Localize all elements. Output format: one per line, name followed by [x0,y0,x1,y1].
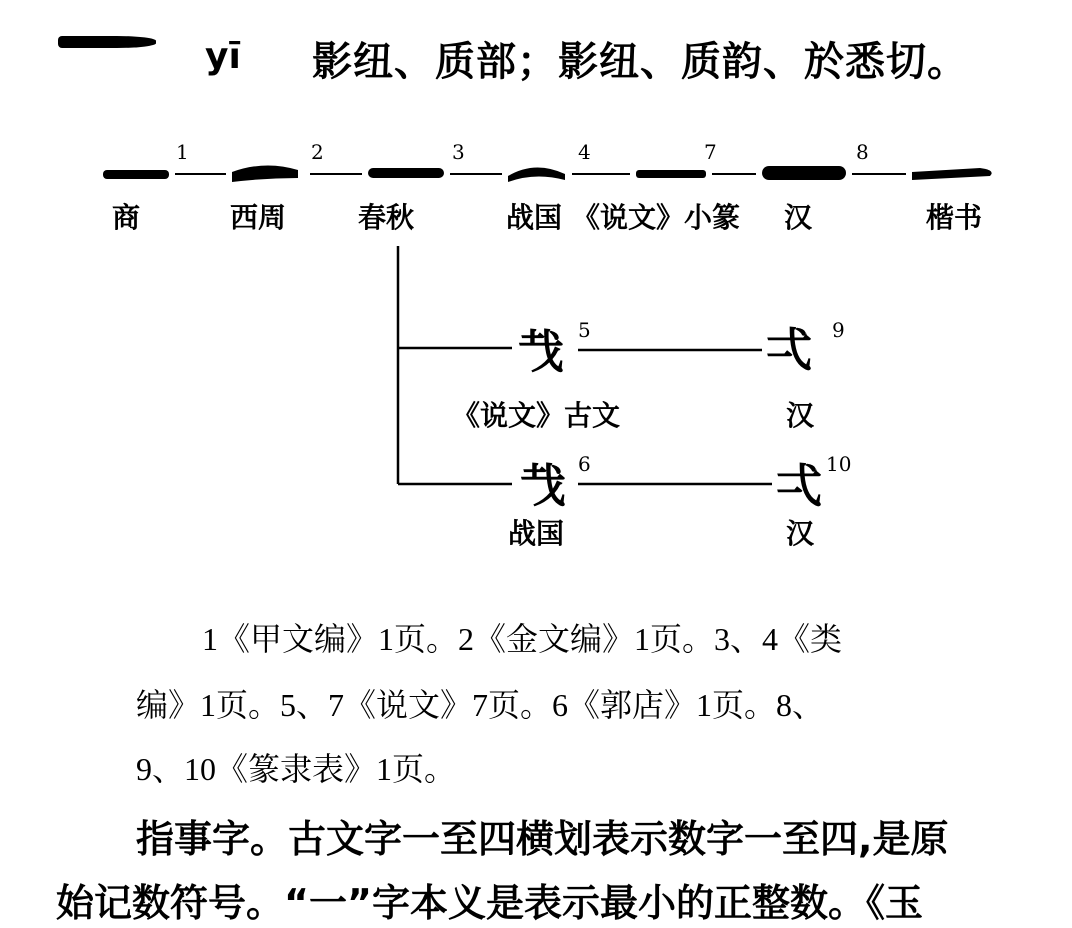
glyph-xiaozhuan [636,170,706,178]
source-note-line-2: 编》1页。5、7《说文》7页。6《郭店》1页。8、 [136,687,825,723]
branch-number-6: 6 [578,452,591,476]
branch-number-9: 9 [832,318,845,342]
period-label-kaishu: 楷书 [926,201,983,234]
timeline-number-8: 8 [856,140,869,164]
body-paragraph-line-2: 始记数符号。“一”字本义是表示最小的正整数。《玉 [56,881,923,925]
glyph-han-10: 弌 [776,459,822,513]
glyph-shang [103,170,169,179]
branch-label-guwen: 《说文》古文 [452,399,621,432]
branch-number-5: 5 [578,318,591,342]
pinyin: yī [205,36,241,77]
glyph-xizhou [232,165,298,182]
timeline-number-1: 1 [176,140,189,164]
glyph-guwen: 𢦏 [518,325,564,379]
glyph-zhanguo [508,167,565,182]
period-label-chunqiu: 春秋 [358,201,415,234]
timeline-number-2: 2 [311,140,324,164]
glyph-kaishu [912,168,992,180]
branch-label-han-2: 汉 [786,517,815,550]
period-label-xiaozhuan: 《说文》小篆 [572,201,741,234]
period-label-xizhou: 西周 [230,201,287,234]
timeline-number-4: 4 [578,140,591,164]
phonological-reading: 影纽、质部；影纽、质韵、於悉切。 [312,38,968,85]
glyph-han-9: 弌 [766,323,812,377]
glyph-chunqiu [368,168,444,178]
branch-label-han-1: 汉 [786,399,815,432]
branch-label-zhanguo: 战国 [508,517,565,550]
period-label-shang: 商 [112,201,141,234]
source-note-line-1: 1《甲文编》1页。2《金文编》1页。3、4《类 [202,621,843,657]
period-label-zhanguo: 战国 [506,201,563,234]
source-note-line-3: 9、10《篆隶表》1页。 [136,751,457,787]
period-label-han: 汉 [784,201,813,234]
glyph-han [762,166,846,180]
timeline-number-7: 7 [704,140,717,164]
branch-number-10: 10 [826,452,852,476]
body-paragraph-line-1: 指事字。古文字一至四横划表示数字一至四,是原 [136,817,949,861]
branch-connectors [398,246,772,484]
timeline-number-3: 3 [452,140,465,164]
glyph-zhanguo-6: 𢦏 [520,459,566,513]
